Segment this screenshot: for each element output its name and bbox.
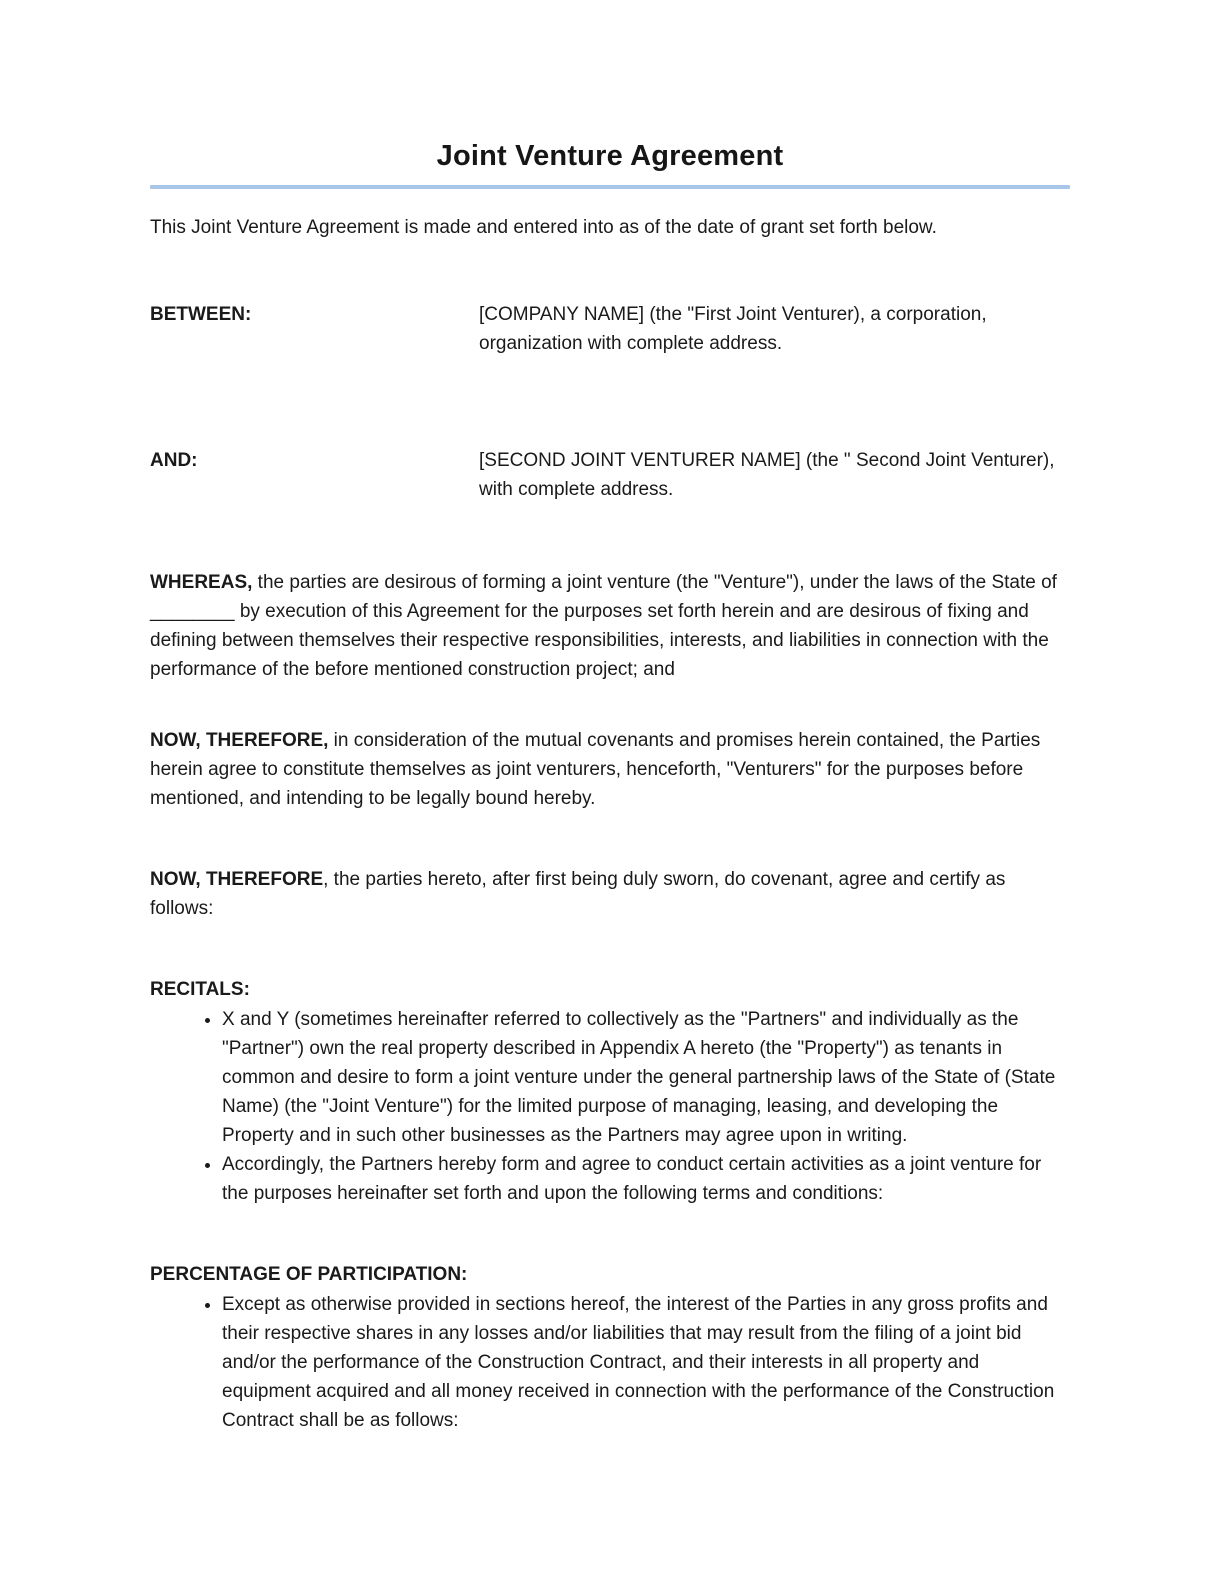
recitals-list — [150, 1005, 1070, 1208]
party-label-between: BETWEEN: — [150, 304, 252, 325]
recitals-bullet-2: • Accordingly, the Partners hereby form and agree to conduct certain activities as a joint venture for the purposes hereinafter set forth and upon the following terms and conditions: — [222, 1150, 1070, 1208]
whereas-body: the parties are desirous of forming a joint venture (the "Venture"), under the laws of the State of ________ by execution of this Agreement for the purposes set forth herein and are desirous of fixing and defining between themselves their respective responsibilities, interests, and liabilities in connection with the performance of the before mentioned construction project; and — [150, 572, 1057, 680]
now-therefore-paragraph-2 — [150, 865, 1070, 923]
now-therefore-2-body: , the parties hereto, after first being duly sworn, do covenant, agree and certify as follows: — [150, 869, 1006, 919]
party-row-between — [150, 300, 1070, 358]
percentage-bullet-1: • Except as otherwise provided in sections hereof, the interest of the Parties in any gross profits and their respective shares in any losses and/or liabilities that may result from the filing of a joint bid and/or the performance of the Construction Contract, and their interests in all property and equipment acquired and all money received in connection with the performance of the Construction Contract shall be as follows: — [222, 1290, 1070, 1435]
now-therefore-2-lead: NOW, THEREFORE — [150, 869, 324, 890]
party-text-second-venturer: [SECOND JOINT VENTURER NAME] (the " Second Joint Venturer), with complete address. — [479, 450, 1055, 500]
percentage-heading: PERCENTAGE OF PARTICIPATION: — [150, 1264, 468, 1285]
whereas-lead: WHEREAS, — [150, 572, 253, 593]
party-text-first-venturer: [COMPANY NAME] (the "First Joint Venturer), a corporation, organization with complete address. — [479, 304, 987, 354]
now-therefore-1-body: in consideration of the mutual covenants and promises herein contained, the Parties herein agree to constitute themselves as joint venturers, henceforth, "Venturers" for the purposes before mentioned, and intending to be legally bound hereby. — [150, 730, 1041, 809]
percentage-list — [150, 1290, 1070, 1435]
party-label-and: AND: — [150, 450, 198, 471]
whereas-paragraph — [150, 568, 1070, 684]
recitals-heading: RECITALS: — [150, 979, 250, 1000]
section-percentage-of-participation — [150, 1260, 1070, 1435]
recitals-bullet-1: • X and Y (sometimes hereinafter referred to collectively as the "Partners" and individually as the "Partner") own the real property described in Appendix A hereto (the "Property") as tenants in common and desire to form a joint venture under the general partnership laws of the State of (State Name) (the "Joint Venture") for the limited purpose of managing, leasing, and developing the Property and in such other businesses as the Partners may agree upon in writing. — [222, 1005, 1070, 1150]
now-therefore-1-lead: NOW, THEREFORE, — [150, 730, 329, 751]
party-row-and — [150, 446, 1070, 504]
document-title: Joint Venture Agreement — [436, 140, 784, 172]
title-rule — [150, 185, 1070, 189]
intro-paragraph: This Joint Venture Agreement is made and entered into as of the date of grant set forth below. — [150, 217, 937, 238]
section-recitals — [150, 975, 1070, 1208]
now-therefore-paragraph-1 — [150, 726, 1070, 813]
